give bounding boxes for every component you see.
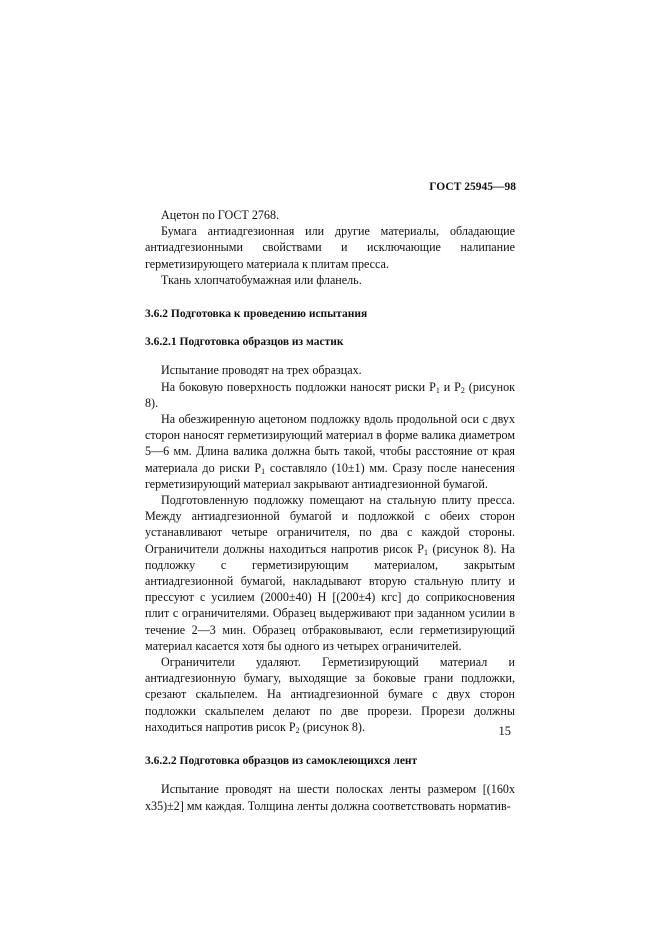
section-heading-3-6-2-1: 3.6.2.1 Подготовка образцов из мастик — [145, 336, 344, 349]
page-number: 15 — [498, 724, 511, 738]
paragraph-acetone: Ацетон по ГОСТ 2768. — [161, 208, 280, 222]
paragraph-fabric: Ткань хлопчатобумажная или фланель. — [161, 272, 362, 287]
paragraph-tape-strips: Испытание проводят на шести полосках ленты размером [(160х x35)±2] мм каждая. Толщина ленты должна соответствовать норматив- — [145, 782, 515, 813]
paragraph-press: Подготовленную подложку помещают на стальную плиту пресса. Между антиадгезионной бумагой и подложкой с обеих сторон устанавливают четыре ограничителя, по два с каждой стороны. Ограничители должны находиться напротив рисок $Р_1$ (рисунок 8). На подложку с герметизирующим материалом, закрытым антиадгезионной бумагой, накладывают вторую стальную плиту и прессуют с усилием (2000±40) Н [(200±4) кгс] до соприкосновения плит с ограничителями. Образец выдерживают при заданном усилии в течение 2—3 мин. Образец отбраковывают, если герметизирующий материал касается хотя бы одного из четырех ограничителей. — [145, 493, 515, 653]
paragraph-three-samples: Испытание проводят на трех образцах. — [161, 363, 362, 378]
paragraph-paper: Бумага антиадгезионная или другие материалы, обладающие антиадгезионными свойствами и исключающие налипание герметизирующего материала к плитам пресса. — [145, 224, 515, 271]
paragraph-limiters-removed: Ограничители удаляют. Герметизирующий материал и антиадгезионную бумагу, выходящие за боковые грани подложки, срезают скальпелем. На антиадгезионной бумаге с двух сторон подложки скальпелем делают по две прорези. Прорези должны находиться напротив рисок $Р_2$ (рисунок 8). — [145, 655, 515, 735]
document-body — [145, 207, 515, 814]
section-heading-3-6-2: 3.6.2 Подготовка к проведению испытания — [145, 308, 368, 321]
paragraph-sealant-roller: На обезжиренную ацетоном подложку вдоль продольной оси с двух сторон наносят герметизирующий материал в форме валика диаметром 5—6 мм. Длина валика должна быть такой, чтобы расстояние от края материала до риски $Р_1$ составляло (10±1) мм. Сразу после нанесения герметизирующий материал закрывают антиадгезионной бумагой. — [145, 412, 515, 491]
document-code-header: ГОСТ 25945—98 — [429, 181, 516, 193]
paragraph-marks: На боковую поверхность подложки наносят риски $Р_1$ и $Р_2$ (рисунок 8). — [145, 379, 515, 410]
section-heading-3-6-2-2: 3.6.2.2 Подготовка образцов из самоклеющихся лент — [145, 755, 418, 768]
